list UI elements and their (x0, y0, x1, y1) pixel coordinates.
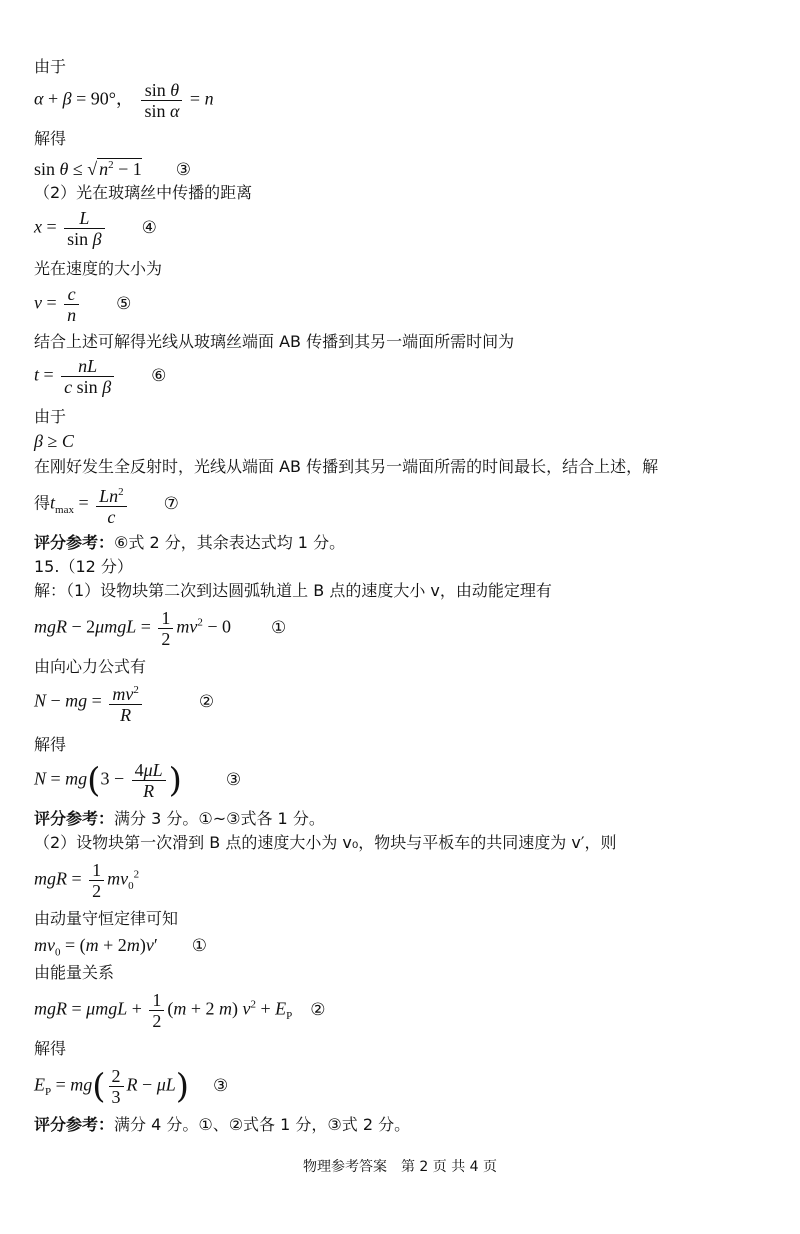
text-fragment: 得 (34, 493, 51, 513)
text-line: 光在速度的大小为 (34, 259, 163, 278)
text-line: 由向心力公式有 (34, 657, 147, 676)
question-heading: 15.（12 分） (34, 557, 133, 576)
equation-marker: ④ (141, 217, 157, 238)
equation-q15-2: N − mg = $\frac{mv^2}{R}$ ② (34, 680, 214, 725)
text-line: 解：（1）设物块第二次到达圆弧轨道上 B 点的速度大小 v，由动能定理有 (34, 581, 552, 600)
equation-marker: ② (198, 691, 215, 712)
scoring-label: 评分参考： (34, 809, 115, 828)
text-line: 由于 (34, 57, 67, 76)
scoring-text: ⑥式 2 分，其余表达式均 1 分。 (114, 533, 346, 552)
equation-marker: ③ (225, 769, 242, 790)
equation-4: x = $\frac{L}{\text{sin β}}$ ④ (34, 208, 157, 249)
equation-marker: ③ (213, 1075, 229, 1096)
equation-q15-b3: $E_P = mg$( $\frac{2}{3}$ R − μL) ③ (34, 1066, 229, 1107)
equation-q15-b2: mgR = μmgL + $\frac{1}{2}$ (m + 2 m) $v^2 + E_P$ ② (34, 990, 326, 1031)
equation-q15-b1: $mv_0 = (m + 2m)v'$ ① (34, 935, 207, 959)
equation-3: sin θ ≤ √ $n^2 - 1$ ③ (34, 159, 192, 180)
equation-beta-c: β ≥ C (34, 431, 74, 451)
scoring-label: 评分参考： (34, 533, 115, 552)
page-footer: 物理参考答案 第 2 页 共 4 页 (302, 1159, 498, 1175)
equation-angle-sum: α + β = 90°， $\frac{\text{sin θ}}{\text{sin α}}$ = n (34, 80, 214, 121)
scoring-text: 满分 4 分。①、②式各 1 分，③式 2 分。 (114, 1115, 411, 1134)
equation-7: 得$t_{max}$ = $\frac{Ln^2}{c}$ ⑦ (34, 482, 179, 527)
equation-marker: ① (271, 617, 287, 638)
equation-marker: ① (191, 936, 207, 956)
scoring-text: 满分 3 分。①~③式各 1 分。 (114, 809, 325, 828)
equation-marker: ② (310, 999, 326, 1020)
text-line: 结合上述可解得光线从玻璃丝端面 AB 传播到其另一端面所需时间为 (34, 332, 515, 351)
equation-5: v = $\frac{c}{n}$ ⑤ (34, 284, 132, 325)
equation-q15-1: mgR − 2μmgL = $\frac{1}{2}$ $mv^2 - 0$ ① (34, 608, 287, 649)
equation-q15-3: N = mg(3 − $\frac{4\mu L}{R}$ ) ③ (34, 760, 242, 801)
text-line: 由能量关系 (34, 963, 115, 982)
text-line: （2）光在玻璃丝中传播的距离 (34, 183, 253, 202)
text-line: 解得 (34, 735, 67, 754)
equation-6: t = $\frac{nL}{\text{c sin β}}$ ⑥ (34, 356, 167, 397)
text-line: 由于 (34, 407, 67, 426)
scoring-note (34, 1114, 410, 1136)
scoring-label: 评分参考： (34, 1115, 115, 1134)
text-line: 解得 (34, 129, 67, 148)
scoring-note (34, 532, 345, 554)
equation-marker: ⑦ (163, 493, 179, 514)
equation-marker: ③ (175, 160, 192, 180)
text-line: 由动量守恒定律可知 (34, 909, 179, 928)
text-line: （2）设物块第一次滑到 B 点的速度大小为 v₀，物块与平板车的共同速度为 v′，则 (34, 833, 617, 852)
equation-marker: ⑤ (116, 293, 132, 314)
text-line: 在刚好发生全反射时，光线从端面 AB 传播到其另一端面所需的时间最长，结合上述，解 (34, 457, 659, 476)
equation-q15-b0: mgR = $\frac{1}{2}$ $mv_0^2$ (34, 860, 140, 901)
text-line: 解得 (34, 1039, 67, 1058)
scoring-note (34, 808, 325, 830)
equation-marker: ⑥ (151, 365, 167, 386)
